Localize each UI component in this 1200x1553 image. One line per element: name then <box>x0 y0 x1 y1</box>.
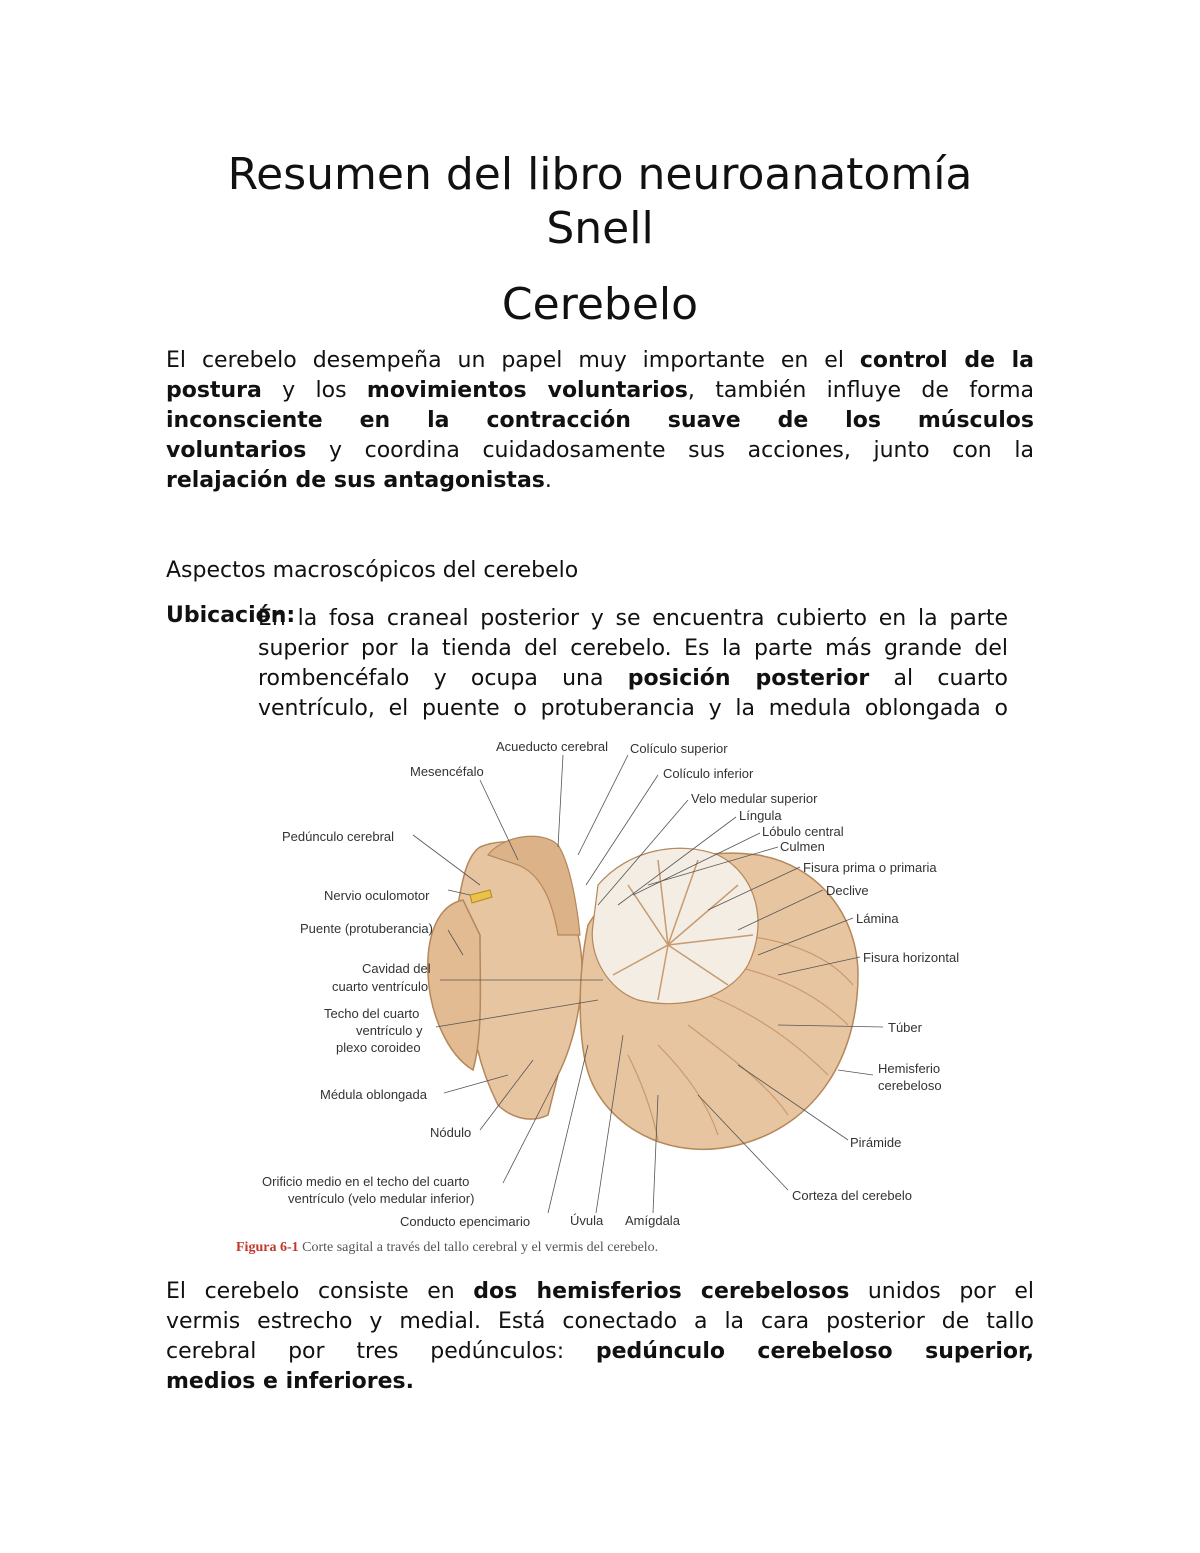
text-run: El cerebelo consiste en <box>166 1279 474 1304</box>
ubicacion-line <box>258 664 1008 694</box>
label-lamina: Lámina <box>856 911 899 926</box>
text-run: unidos por el <box>849 1279 1035 1304</box>
bold-run: inconsciente en la contracción suave de los músculos <box>166 408 1034 433</box>
leader-line <box>578 755 628 855</box>
ubicacion-line: superior por la tienda del cerebelo. Es la parte más grande del <box>258 636 1008 661</box>
label-techo-2: ventrículo y <box>356 1023 423 1038</box>
label-cavidad-2: cuarto ventrículo <box>332 979 429 994</box>
label-orificio-2: ventrículo (velo medular inferior) <box>288 1191 475 1206</box>
label-corteza: Corteza del cerebelo <box>792 1188 912 1203</box>
label-piramide: Pirámide <box>850 1135 902 1150</box>
bold-run: pedúnculo cerebeloso superior, <box>595 1339 1034 1364</box>
label-hemisferio-2: cerebeloso <box>878 1078 942 1093</box>
figure-caption <box>236 1240 658 1256</box>
ubicacion-paragraph <box>258 604 1008 724</box>
label-techo-3: plexo coroideo <box>336 1040 421 1055</box>
outro-line <box>166 1367 1034 1397</box>
label-techo-1: Techo del cuarto <box>324 1006 420 1021</box>
text-run: . <box>544 468 552 493</box>
bold-run: voluntarios <box>166 438 307 463</box>
label-amigdala: Amígdala <box>625 1213 680 1228</box>
document-title-line2: Snell <box>546 203 654 254</box>
label-fisura-horizontal: Fisura horizontal <box>863 950 960 965</box>
label-tuber: Túber <box>888 1020 922 1035</box>
outro-line: vermis estrecho y medial. Está conectado a la cara posterior de tallo <box>166 1309 1034 1334</box>
subsection-heading: Aspectos macroscópicos del cerebelo <box>166 558 579 583</box>
leader-line <box>558 755 563 847</box>
ubicacion-label: Ubicación: <box>166 603 296 628</box>
label-oculomotor: Nervio oculomotor <box>324 888 430 903</box>
label-fisura-prima: Fisura prima o primaria <box>803 860 937 875</box>
label-lobulo-central: Lóbulo central <box>762 824 844 839</box>
bold-run: medios e inferiores. <box>166 1369 415 1394</box>
document-title-line1: Resumen del libro neuroanatomía <box>227 149 973 200</box>
text-run: y coordina cuidadosamente sus acciones, junto con la <box>306 438 1034 463</box>
label-puente: Puente (protuberancia) <box>300 921 433 936</box>
text-run: , también influye de forma <box>687 378 1034 403</box>
label-lingula: Língula <box>739 808 782 823</box>
bold-run: control de la <box>859 348 1034 373</box>
text-run: y los <box>261 378 367 403</box>
label-velo-superior: Velo medular superior <box>691 791 818 806</box>
section-title: Cerebelo <box>501 279 699 330</box>
text-run: El cerebelo desempeña un papel muy importante en el <box>166 348 860 373</box>
ubicacion-line: ventrículo, el puente o protuberancia y la medula oblongada o <box>258 696 1008 721</box>
figure-number: Figura 6-1 <box>236 1240 299 1255</box>
label-acueducto: Acueducto cerebral <box>496 739 609 754</box>
outro-paragraph <box>166 1277 1034 1397</box>
bold-run: dos hemisferios cerebelosos <box>473 1279 850 1304</box>
text-run: al cuarto <box>869 666 1008 691</box>
bold-run: relajación de sus antagonistas <box>166 468 545 493</box>
label-pedunculo: Pedúnculo cerebral <box>282 829 395 844</box>
label-conducto: Conducto epencimario <box>400 1214 531 1229</box>
leader-line <box>838 1070 873 1075</box>
label-declive: Declive <box>826 883 869 898</box>
label-coliculo-inferior: Colículo inferior <box>663 766 754 781</box>
text-run: cerebral por tres pedúnculos: <box>166 1339 596 1364</box>
outro-line <box>166 1277 1034 1307</box>
intro-paragraph <box>166 346 1034 496</box>
cerebellum-figure <box>258 735 978 1235</box>
pons-shape <box>428 900 481 1070</box>
bold-run: movimientos voluntarios <box>366 378 688 403</box>
label-culmen: Culmen <box>780 839 825 854</box>
label-medula: Médula oblongada <box>320 1087 427 1102</box>
intro-line <box>166 406 1034 436</box>
text-run: rombencéfalo y ocupa una <box>258 666 628 691</box>
intro-line <box>166 436 1034 466</box>
intro-line <box>166 346 1034 376</box>
intro-line <box>166 466 1034 496</box>
label-cavidad-1: Cavidad del <box>362 961 431 976</box>
label-nodulo: Nódulo <box>430 1125 472 1140</box>
label-hemisferio-1: Hemisferio <box>878 1061 941 1076</box>
ubicacion-line: En la fosa craneal posterior y se encuentra cubierto en la parte <box>258 606 1008 631</box>
label-coliculo-superior: Colículo superior <box>630 741 728 756</box>
outro-line <box>166 1337 1034 1367</box>
label-uvula: Úvula <box>570 1213 604 1228</box>
intro-line <box>166 376 1034 406</box>
label-mesencefalo: Mesencéfalo <box>410 764 484 779</box>
figure-caption-text: Corte sagital a través del tallo cerebral y el vermis del cerebelo. <box>298 1240 659 1255</box>
label-orificio-1: Orificio medio en el techo del cuarto <box>262 1174 470 1189</box>
bold-run: posición posterior <box>627 666 870 691</box>
bold-run: postura <box>166 378 262 403</box>
